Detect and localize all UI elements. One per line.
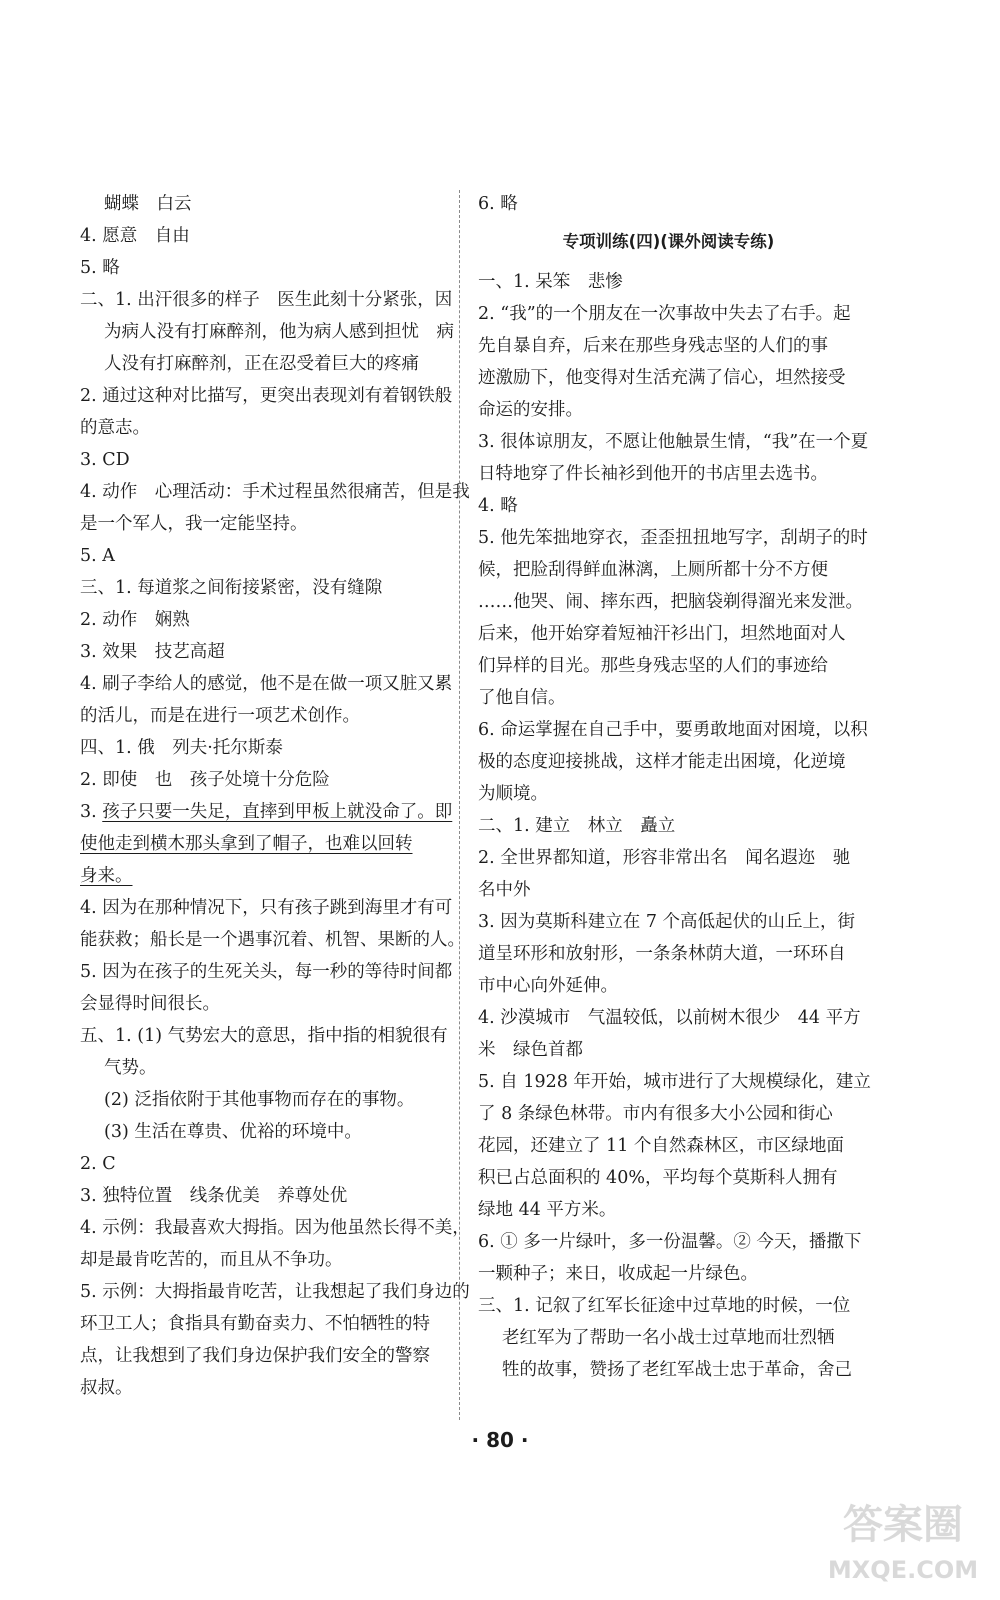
answer-line: 了他自信。	[478, 688, 566, 708]
answer-line: 6. ① 多一片绿叶，多一份温馨。② 今天，播撒下	[478, 1232, 862, 1252]
answer-line: 3. 很体谅朋友，不愿让他触景生情，“我”在一个夏	[478, 432, 869, 452]
answer-line: 2. 全世界都知道，形容非常出名 闻名遐迩 驰	[478, 848, 851, 868]
answer-line: 4. 刷子李给人的感觉，他不是在做一项又脏又累	[80, 674, 453, 694]
answer-line: 会显得时间很长。	[80, 994, 220, 1014]
answer-line: 3. 独特位置 线条优美 养尊处优	[80, 1186, 348, 1206]
answer-line: 点，让我想到了我们身边保护我们安全的警察	[80, 1346, 430, 1366]
answer-line: 一颗种子；来日，收成起一片绿色。	[478, 1264, 758, 1284]
watermark-logo	[828, 1490, 978, 1590]
answer-line: 蝴蝶 白云	[104, 194, 192, 214]
answer-line: 4. 示例：我最喜欢大拇指。因为他虽然长得不美，	[80, 1218, 470, 1238]
answer-line: (3) 生活在尊贵、优裕的环境中。	[104, 1122, 362, 1142]
answer-line: 的意志。	[80, 418, 150, 438]
answer-line: 三、1. 记叙了红军长征途中过草地的时候，一位	[478, 1296, 851, 1316]
answer-line: 一、1. 呆笨 悲惨	[478, 272, 623, 292]
answer-line: 环卫工人；食指具有勤奋卖力、不怕牺牲的特	[80, 1314, 430, 1334]
answer-line: 日特地穿了件长袖衫到他开的书店里去选书。	[478, 464, 828, 484]
underlined-text: 孩子只要一失足，直摔到甲板上就没命了。即	[102, 802, 453, 822]
answer-line: 们异样的目光。那些身残志坚的人们的事迹给	[478, 656, 828, 676]
answer-line: 是一个军人，我一定能坚持。	[80, 514, 308, 534]
answer-line: 绿地 44 平方米。	[478, 1200, 617, 1220]
answer-line: 花园，还建立了 11 个自然森林区，市区绿地面	[478, 1136, 844, 1156]
answer-line: 4. 愿意 自由	[80, 226, 190, 246]
answer-line: 6. 略	[478, 194, 518, 214]
answer-line: 老红军为了帮助一名小战士过草地而壮烈牺	[502, 1328, 835, 1348]
answer-line: 5. 他先笨拙地穿衣，歪歪扭扭地写字，刮胡子的时	[478, 528, 868, 548]
answer-line: 三、1. 每道浆之间衔接紧密，没有缝隙	[80, 578, 383, 598]
answer-line: 极的态度迎接挑战，这样才能走出困境，化逆境	[478, 752, 846, 772]
answer-line: 6. 命运掌握在自己手中，要勇敢地面对困境，以积	[478, 720, 868, 740]
answer-line: 4. 沙漠城市 气温较低，以前树木很少 44 平方	[478, 1008, 861, 1028]
answer-line: 名中外	[478, 880, 531, 900]
answer-line: 2. C	[80, 1154, 116, 1174]
answer-line: 四、1. 俄 列夫·托尔斯泰	[80, 738, 283, 758]
watermark-domain: MXQE.COM	[828, 1556, 978, 1584]
answer-line: 5. A	[80, 546, 115, 566]
answer-line: 4. 略	[478, 496, 518, 516]
answer-number: 3.	[80, 802, 103, 822]
answer-line: 米 绿色首都	[478, 1040, 583, 1060]
answer-line: 为病人没有打麻醉剂，他为病人感到担忧 病	[104, 322, 454, 342]
answer-line: 2. 即使 也 孩子处境十分危险	[80, 770, 330, 790]
answer-line: 候，把脸刮得鲜血淋漓，上厕所都十分不方便	[478, 560, 828, 580]
answer-line: 道呈环形和放射形，一条条林荫大道，一环环自	[478, 944, 846, 964]
answer-line: 3. CD	[80, 450, 130, 470]
answer-line: 先自暴自弃，后来在那些身残志坚的人们的事	[478, 336, 828, 356]
answer-line: 五、1. (1) 气势宏大的意思，指中指的相貌很有	[80, 1026, 448, 1046]
answer-line: 市中心向外延伸。	[478, 976, 618, 996]
answer-line: 积已占总面积的 40%，平均每个莫斯科人拥有	[478, 1168, 838, 1188]
right-column	[478, 188, 871, 1386]
answer-line: 3. 因为莫斯科建立在 7 个高低起伏的山丘上，街	[478, 912, 856, 932]
answer-line: 牲的故事，赞扬了老红军战士忠于革命，舍己	[502, 1360, 852, 1380]
answer-line: 2. “我”的一个朋友在一次事故中失去了右手。起	[478, 304, 851, 324]
answer-line: 5. 略	[80, 258, 120, 278]
watermark-text: 答案圈	[843, 1502, 963, 1548]
answer-line: (2) 泛指依附于其他事物而存在的事物。	[104, 1090, 415, 1110]
answer-line: 2. 动作 娴熟	[80, 610, 190, 630]
page-number: · 80 ·	[471, 1428, 529, 1452]
underlined-text: 身来。	[80, 866, 133, 886]
answer-line: 5. 示例：大拇指最肯吃苦，让我想起了我们身边的	[80, 1282, 470, 1302]
answer-line: 却是最肯吃苦的，而且从不争功。	[80, 1250, 343, 1270]
answer-line: 后来，他开始穿着短袖汗衫出门，坦然地面对人	[478, 624, 846, 644]
answer-line: 能获救；船长是一个遇事沉着、机智、果断的人。	[80, 930, 465, 950]
answer-line: 4. 动作 心理活动：手术过程虽然很痛苦，但是我	[80, 482, 470, 502]
answer-line: 二、1. 出汗很多的样子 医生此刻十分紧张，因	[80, 290, 453, 310]
answer-line: 3. 效果 技艺高超	[80, 642, 225, 662]
answer-line: 了 8 条绿色林带。市内有很多大小公园和街心	[478, 1104, 833, 1124]
answer-line: ……他哭、闹、摔东西，把脑袋剃得溜光来发泄。	[478, 592, 863, 612]
column-divider	[459, 190, 460, 1420]
answer-line: 迹激励下，他变得对生活充满了信心，坦然接受	[478, 368, 846, 388]
answer-line: 二、1. 建立 林立 矗立	[478, 816, 676, 836]
answer-line: 2. 通过这种对比描写，更突出表现刘有着钢铁般	[80, 386, 453, 406]
answer-line: 5. 自 1928 年开始，城市进行了大规模绿化，建立	[478, 1072, 871, 1092]
answer-line: 的活儿，而是在进行一项艺术创作。	[80, 706, 360, 726]
left-column	[80, 188, 470, 1404]
answer-line	[80, 796, 453, 828]
answer-line: 气势。	[104, 1058, 157, 1078]
underlined-text: 使他走到横木那头拿到了帽子，也难以回转	[80, 834, 413, 854]
answer-line: 命运的安排。	[478, 400, 583, 420]
answer-line: 4. 因为在那种情况下，只有孩子跳到海里才有可	[80, 898, 453, 918]
answer-line: 5. 因为在孩子的生死关头，每一秒的等待时间都	[80, 962, 453, 982]
section-title: 专项训练(四)(课外阅读专练)	[562, 232, 775, 251]
answer-line: 叔叔。	[80, 1378, 133, 1398]
answer-line: 为顺境。	[478, 784, 548, 804]
answer-line: 人没有打麻醉剂，正在忍受着巨大的疼痛	[104, 354, 419, 374]
